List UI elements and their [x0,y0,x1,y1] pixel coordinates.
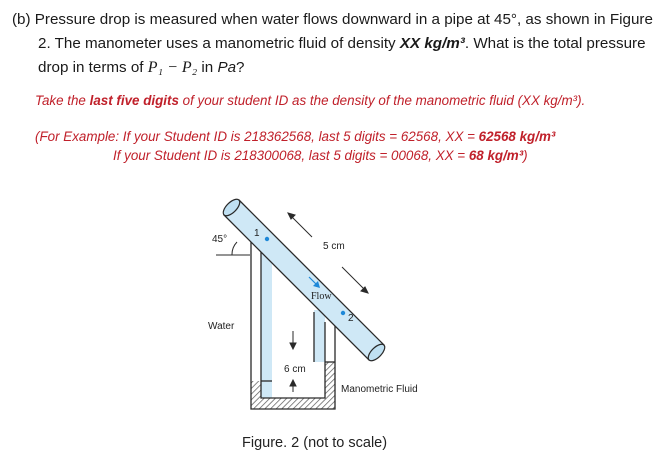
length-label: 5 cm [323,241,345,252]
unit-pa: Pa [217,59,237,76]
manometric-fluid-label: Manometric Fluid [341,384,418,395]
pressure-expression: P₁ − P₂ [147,59,198,76]
instruction-post: of your student ID as the density of the manometric fluid (XX kg/m³). [178,93,586,108]
example-2-bold: 68 kg/m³ [468,148,524,163]
question-line-2-pre: 2. The manometer uses a manometric fluid of density [38,35,400,52]
point-1-dot [265,237,269,241]
dimension-arrow-lower [361,287,368,293]
question-line-1-text: Pressure drop is measured when water flows downward in a pipe at 45°, as shown in Figure [34,11,653,28]
left-leg-water [261,252,272,398]
question-line-2-post: . What is the total pressure [464,35,646,52]
example-1-pre: (For Example: If your Student ID is 218362568, last 5 digits = 62568, XX = [35,129,479,144]
fluid-right-leg [325,362,335,409]
point-2-label: 2 [348,313,354,324]
point-1-label: 1 [254,228,260,239]
angle-label: 45° [212,234,228,245]
example-2-pre: If your Student ID is 218300068, last 5 digits = 00068, XX = [113,148,469,163]
figure-caption: Figure. 2 (not to scale) [242,435,388,451]
fluid-bottom [251,398,335,409]
water-label: Water [208,321,235,332]
instruction-bold: last five digits [89,93,179,108]
question-line-3-pre: drop in terms of [38,59,148,76]
dimension-arrow-upper [288,213,295,219]
angle-arc [232,242,237,255]
density-term: XX kg/m³ [399,35,465,52]
dimension-line-lower [342,267,366,291]
flow-label: Flow [311,291,332,302]
example-2-post: ) [523,148,528,163]
question-line-3-mid: in [197,59,218,76]
example-1-bold: 62568 kg/m³ [478,129,556,144]
instruction-pre: Take the [35,93,90,108]
part-label: (b) [12,11,31,28]
height-label: 6 cm [284,364,306,375]
right-leg-water [314,310,325,362]
question-mark: ? [236,59,245,76]
point-2-dot [341,311,345,315]
angle-indicator [212,234,250,255]
dimension-line-upper [290,215,312,237]
